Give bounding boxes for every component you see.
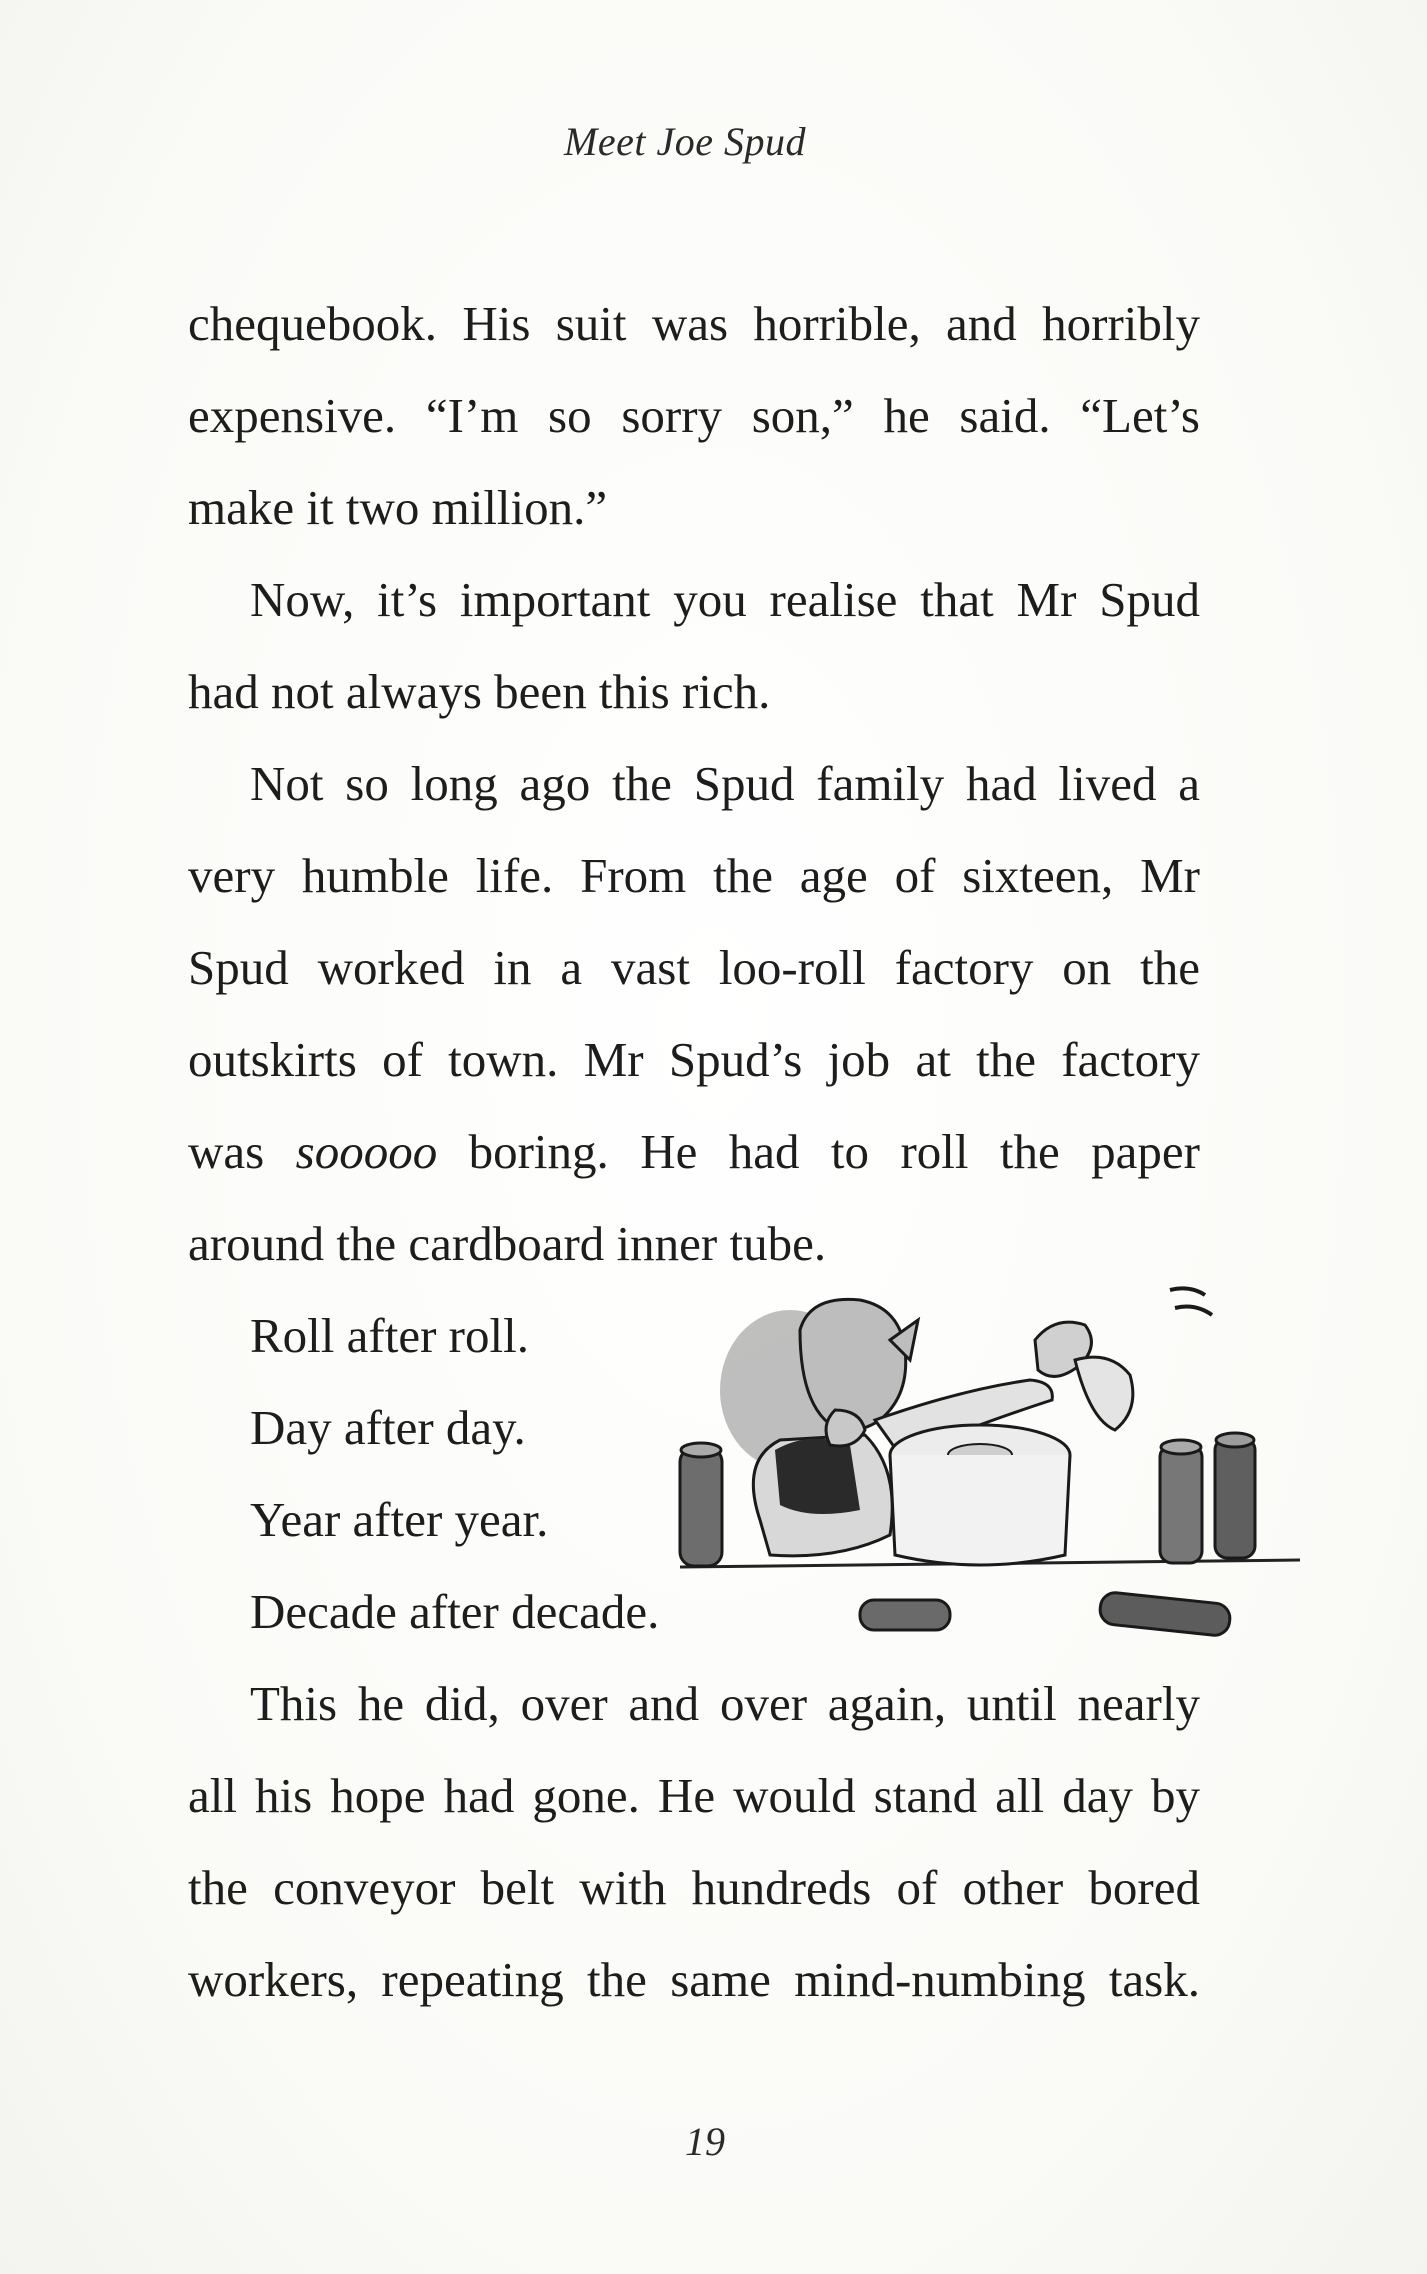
text-line-sooooo bbox=[188, 1106, 1200, 1198]
text-line: workers, repeating the same mind-numbing task. bbox=[188, 1952, 1200, 2007]
paragraph-humble-life bbox=[188, 738, 1200, 1290]
text-line: outskirts of town. Mr Spud’s job at the factory bbox=[188, 1032, 1200, 1087]
tube-top bbox=[681, 1443, 721, 1457]
tube-top bbox=[1161, 1440, 1201, 1454]
worker-other-arm bbox=[1075, 1357, 1133, 1430]
text-line: the conveyor belt with hundreds of other bored bbox=[188, 1860, 1200, 1915]
emphasis-sooooo: sooooo bbox=[295, 1124, 438, 1179]
text-line: had not always been this rich. bbox=[188, 664, 771, 719]
paragraph-now bbox=[188, 554, 1200, 738]
fallen-tube bbox=[860, 1600, 950, 1630]
running-head: Meet Joe Spud bbox=[564, 119, 806, 164]
text-line: Not so long ago the Spud family had lived a bbox=[250, 756, 1200, 811]
cardboard-tube bbox=[1215, 1438, 1255, 1558]
fallen-tube bbox=[1099, 1591, 1232, 1636]
text-line: make it two million.” bbox=[188, 480, 608, 535]
text-fragment: boring. He had to roll the paper bbox=[437, 1124, 1200, 1179]
motion-mark bbox=[1175, 1307, 1212, 1315]
text-line: all his hope had gone. He would stand all day by bbox=[188, 1768, 1200, 1823]
paragraph-over-and-over bbox=[188, 1658, 1200, 2026]
cardboard-tube bbox=[680, 1448, 722, 1566]
text-line: chequebook. His suit was horrible, and horribly bbox=[188, 296, 1200, 351]
page-number: 19 bbox=[685, 2119, 725, 2164]
cardboard-tube bbox=[1160, 1445, 1202, 1563]
text-line: Roll after roll. bbox=[250, 1308, 529, 1363]
text-line: Decade after decade. bbox=[250, 1584, 660, 1639]
worker-head bbox=[800, 1299, 906, 1430]
paragraph-continuation bbox=[188, 278, 1200, 554]
worker-waistcoat bbox=[775, 1439, 860, 1514]
loo-roll-worker-illustration bbox=[660, 1270, 1320, 1670]
text-fragment: was bbox=[188, 1124, 296, 1179]
text-line: Spud worked in a vast loo-roll factory on the bbox=[188, 940, 1200, 995]
text-line: around the cardboard inner tube. bbox=[188, 1216, 827, 1271]
text-line: very humble life. From the age of sixteen, Mr bbox=[188, 848, 1200, 903]
text-line: Day after day. bbox=[250, 1400, 526, 1455]
text-line: expensive. “I’m so sorry son,” he said. “Let’s bbox=[188, 388, 1200, 443]
loo-roll-side bbox=[890, 1455, 1070, 1565]
text-line: Now, it’s important you realise that Mr Spud bbox=[250, 572, 1200, 627]
tube-top bbox=[1216, 1433, 1254, 1447]
text-line: This he did, over and over again, until nearly bbox=[250, 1676, 1200, 1731]
text-line: Year after year. bbox=[250, 1492, 549, 1547]
motion-mark bbox=[1170, 1288, 1205, 1295]
